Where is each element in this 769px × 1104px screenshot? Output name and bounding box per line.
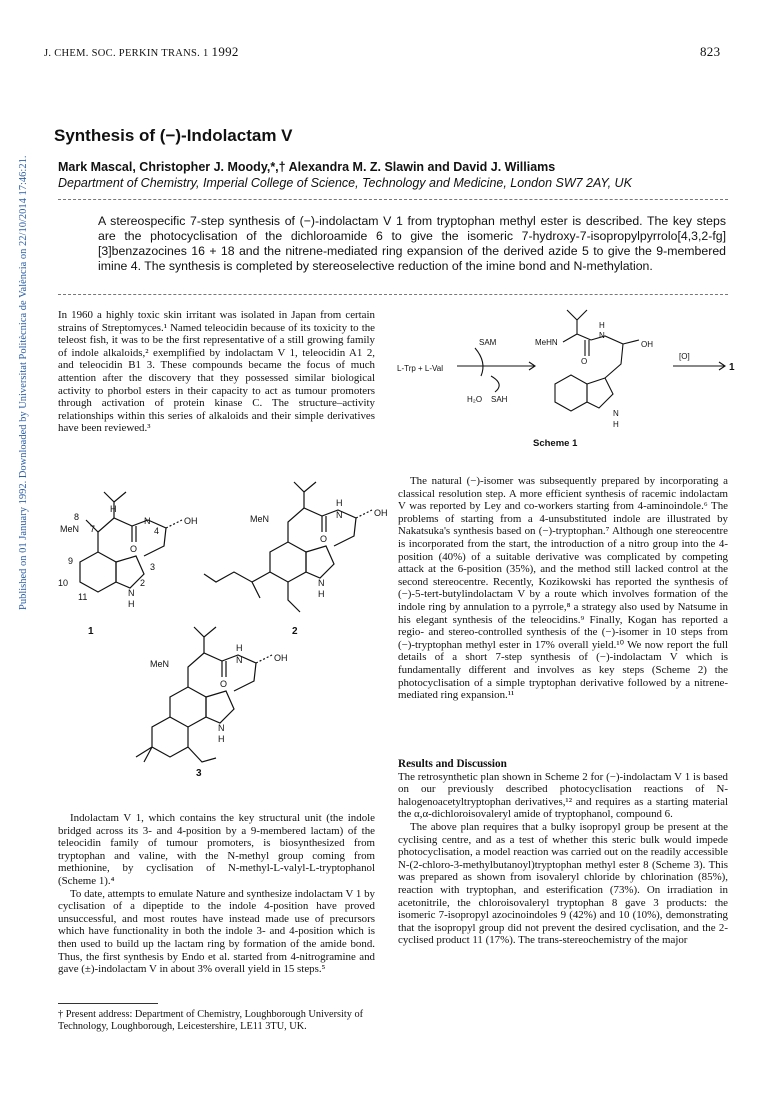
label-locant-11: 11 [78,592,88,602]
label-h-1: H [110,504,117,514]
label-o-2: O [320,534,328,544]
label-h-3: H [236,643,243,653]
label-oh-3: OH [274,653,288,663]
results-text-1: The retrosynthetic plan shown in Scheme 2 for (−)-indolactam V 1 is based on our previously described photocyclisation reactions of N-halogenoacetyltryptophan derivatives,¹² and requires as a starting material the α,α-dichloroisovaleryl amide of tryptophanol, compound 6. [398,770,728,821]
divider-bottom [58,294,728,295]
scheme1-oh: OH [641,340,653,349]
label-oh-1: OH [184,516,198,526]
scheme1-h-indole: H [613,420,619,429]
side-chain-2 [204,572,300,612]
carbonyl-1 [132,526,136,542]
footnote-text: † Present address: Department of Chemistry, Loughborough University of Technology, Loughborough, Leicestershire, LE11 3TU, UK. [58,1009,364,1032]
journal-name: J. CHEM. SOC. PERKIN TRANS. 1 [44,48,209,59]
scheme1-product: 1 [729,362,735,373]
carbonyl-3 [222,661,226,677]
download-note [6,155,29,610]
scheme1-h: H [599,321,605,330]
article-title: Synthesis of (−)-Indolactam V [54,126,293,145]
label-n-3: N [236,655,243,665]
label-n-indole-2: N [318,578,325,588]
scheme1-label: Scheme 1 [533,438,578,449]
scheme1-sah-curve [491,376,499,392]
scheme1-pyrrole [587,378,613,408]
label-n-1: N [144,516,151,526]
page-number: 823 [700,44,721,59]
label-o-1: O [130,544,138,554]
benzene-ring-3 [170,687,206,727]
scheme1-n-indole: N [613,409,619,418]
scheme1-n: N [599,331,605,340]
intro-text-1: In 1960 a highly toxic skin irritant was isolated in Japan from certain strains of Streptomyces.¹ Named teleocidin because of its toxicity to the teleost fish, it was to be the first representative of a still growing family of indole alkaloids,² exemplified by indolactam V 1, teleocidin A1 2, and teleocidin B1 3. These compounds became the focus of much attention after the discovery that they possessed similar biological activity to phorbol esters in their capacity to act as tumour promoters through activation of protein kinase C. The structure–activity relationships within this series of alkaloids and their simple derivatives have been reviewed.³ [58,309,375,435]
label-n-indole-3: N [218,723,225,733]
intro-paragraphs-2-3 [58,812,375,976]
isopropyl-3 [194,627,216,653]
divider-top [58,199,728,200]
label-men-1: MeN [60,524,80,534]
ch2oh-bond-3 [256,655,272,663]
results-heading: Results and Discussion [398,758,507,770]
scheme1-sam: SAM [479,338,497,347]
compound-number-2: 2 [292,626,298,637]
benzene-ring-2 [270,542,306,582]
label-locant-9: 9 [68,556,74,566]
scheme1-benzene [555,375,587,411]
scheme-1 [395,304,735,454]
intro-text-3: To date, attempts to emulate Nature and synthesize indolactam V 1 by cyclisation of a dipeptide to the indole 4-position have proved unsuccessful, and most routes have instead made use of precursors which have functionality in both the indole 3- and 4-position which is then used to build up the lactam ring by formation of the amide bond. Thus, the first synthesis by Endo et al. started from 4-nitrogramine and gave (±)-indolactam V in about 3% overall yield in 15 steps.⁵ [58,887,375,976]
label-h-indole-1: H [128,599,135,609]
compound-number-1: 1 [88,626,94,637]
carbonyl-2 [322,516,326,532]
footnote-rule [58,1003,158,1004]
cyclohexane-3 [136,717,216,762]
author-list: Mark Mascal, Christopher J. Moody,*,† Alexandra M. Z. Slawin and David J. Williams [58,160,556,174]
label-oh-2: OH [374,508,388,518]
intro-text-2: Indolactam V 1, which contains the key structural unit (the indole bridged across its 3- and 4-position by a 9-membered lactam) of the teleocidin family of tumour promoters, is biosynthesized from tryptophan and valine, with the N-methyl group coming from methionine, by cyclisation of N-methyl-L-valyl-L-tryptophanol (Scheme 1).⁴ [58,812,375,887]
footnote [58,1009,378,1033]
isopropyl-2 [294,482,316,508]
label-o-3: O [220,679,228,689]
pyrrole-ring-3 [206,691,234,723]
results-text-2: The above plan requires that a bulky isopropyl group be present at the cyclising centre, and as a test of whether this steric bulk would impede photocyclisation, a model reaction was carried out on the readily accessible N-(2-chloro-3-methylbutanoyl)tryptophan methyl ester 8 (Scheme 3). This was prepared as shown from isovaleryl chloride by chlorination (85%), reaction with tryptophan, and esterification (73%). On irradiation in acetonitrile, the chloroisovaleryl tryptophan 8 gave 3 products: the isomeric 7-isopropyl azocinoindoles 9 (42%) and 10 (10%), demonstrating that the isopropyl group did not prevent the desired cyclisation, and the 2-cyclised product 11 (17%). The trans-stereochemistry of the major [398,820,728,947]
download-note-text: Published on 01 January 1992. Downloaded by Universitat Politècnica de València on 22/10/2014 17:46:21. [18,155,29,610]
compound-number-3: 3 [196,768,202,779]
label-locant-7: 7 [90,524,96,534]
benzene-ring-1 [80,552,116,592]
scheme1-o: O [581,357,588,366]
label-h-indole-3: H [218,734,225,744]
abstract: A stereospecific 7-step synthesis of (−)-indolactam V 1 from tryptophan methyl ester is described. The key steps are the photocyclisation of the dichloroamide 6 to give the isomeric 7-hydroxy-7-isopropylpyrrolo[4,3,2-fg][3]benzazocines 16 + 18 and the nitrene-mediated ring expansion of the derived azide 5 to give the 9-membered imine 4. The synthesis is completed by stereoselective reduction of the imine bond and N-methylation. [98,214,726,273]
scheme1-mehn: MeHN [535,338,558,347]
scheme1-h2o: H₂O [467,395,483,404]
ch2oh-bond-2 [356,510,372,518]
label-locant-3: 3 [150,562,156,572]
right-text-1: The natural (−)-isomer was subsequently prepared by incorporating a classical resolution step. A more efficient synthesis of racemic indolactam V was reported by Ley and co-workers starting from 4-aminoindole.⁶ The problems of starting from a 4-unsubstituted indole are illustrated by Nakatsuka's synthesis based on (−)-tryptophan.⁷ Although one stereocentre is incorporated from the start, the introduction of a nitro group into the 4-position (40%) of a suitable derivative was complicated by competing attack at the 6-position (35%), and the method still lacked control at the second stereocentre. Recently, Kozikowski has reported the synthesis of (−)-5-tert-butylindolactam V by a route which involves formation of the indole ring by annulation to a pyrrole,⁸ a strategy also used by Natsume in his elegant synthesis of the teleocidins.⁹ Finally, Kogan has reported a regio- and stereo-controlled synthesis of the (−)-isomer in 10 steps from (−)-tryptophan methyl ester in 17% overall yield.¹⁰ We now report the full details of a short 7-step synthesis of (−)-indolactam V which is fundamentally different and involves as key steps (Scheme 2) the photocyclisation of a simple tryptophan derivative followed by a nitrene-mediated ring expansion.¹¹ [398,475,728,702]
structures-figure [40,462,388,782]
label-men-2: MeN [250,514,270,524]
results-section [398,758,728,947]
ch2oh-bond-1 [166,520,182,528]
label-men-3: MeN [150,659,170,669]
pyrrole-ring-2 [306,546,334,578]
label-locant-2: 2 [140,578,146,588]
label-h-2: H [336,498,343,508]
scheme1-sam-curve [475,348,483,376]
label-locant-10: 10 [58,578,69,588]
running-header [44,44,239,60]
affiliation: Department of Chemistry, Imperial College of Science, Technology and Medicine, London SW7 2AY, UK [58,176,632,190]
intro-continuation [398,475,728,702]
label-locant-8: 8 [74,512,80,522]
scheme1-oxidation: [O] [679,352,690,361]
journal-year: 1992 [211,44,239,59]
label-locant-4: 4 [154,526,160,536]
scheme1-reactants: L-Trp + L-Val [397,364,444,373]
scheme1-sah: SAH [491,395,508,404]
label-n-indole-1: N [128,588,135,598]
label-h-indole-2: H [318,589,325,599]
intro-paragraph-1 [58,309,375,435]
label-n-2: N [336,510,343,520]
